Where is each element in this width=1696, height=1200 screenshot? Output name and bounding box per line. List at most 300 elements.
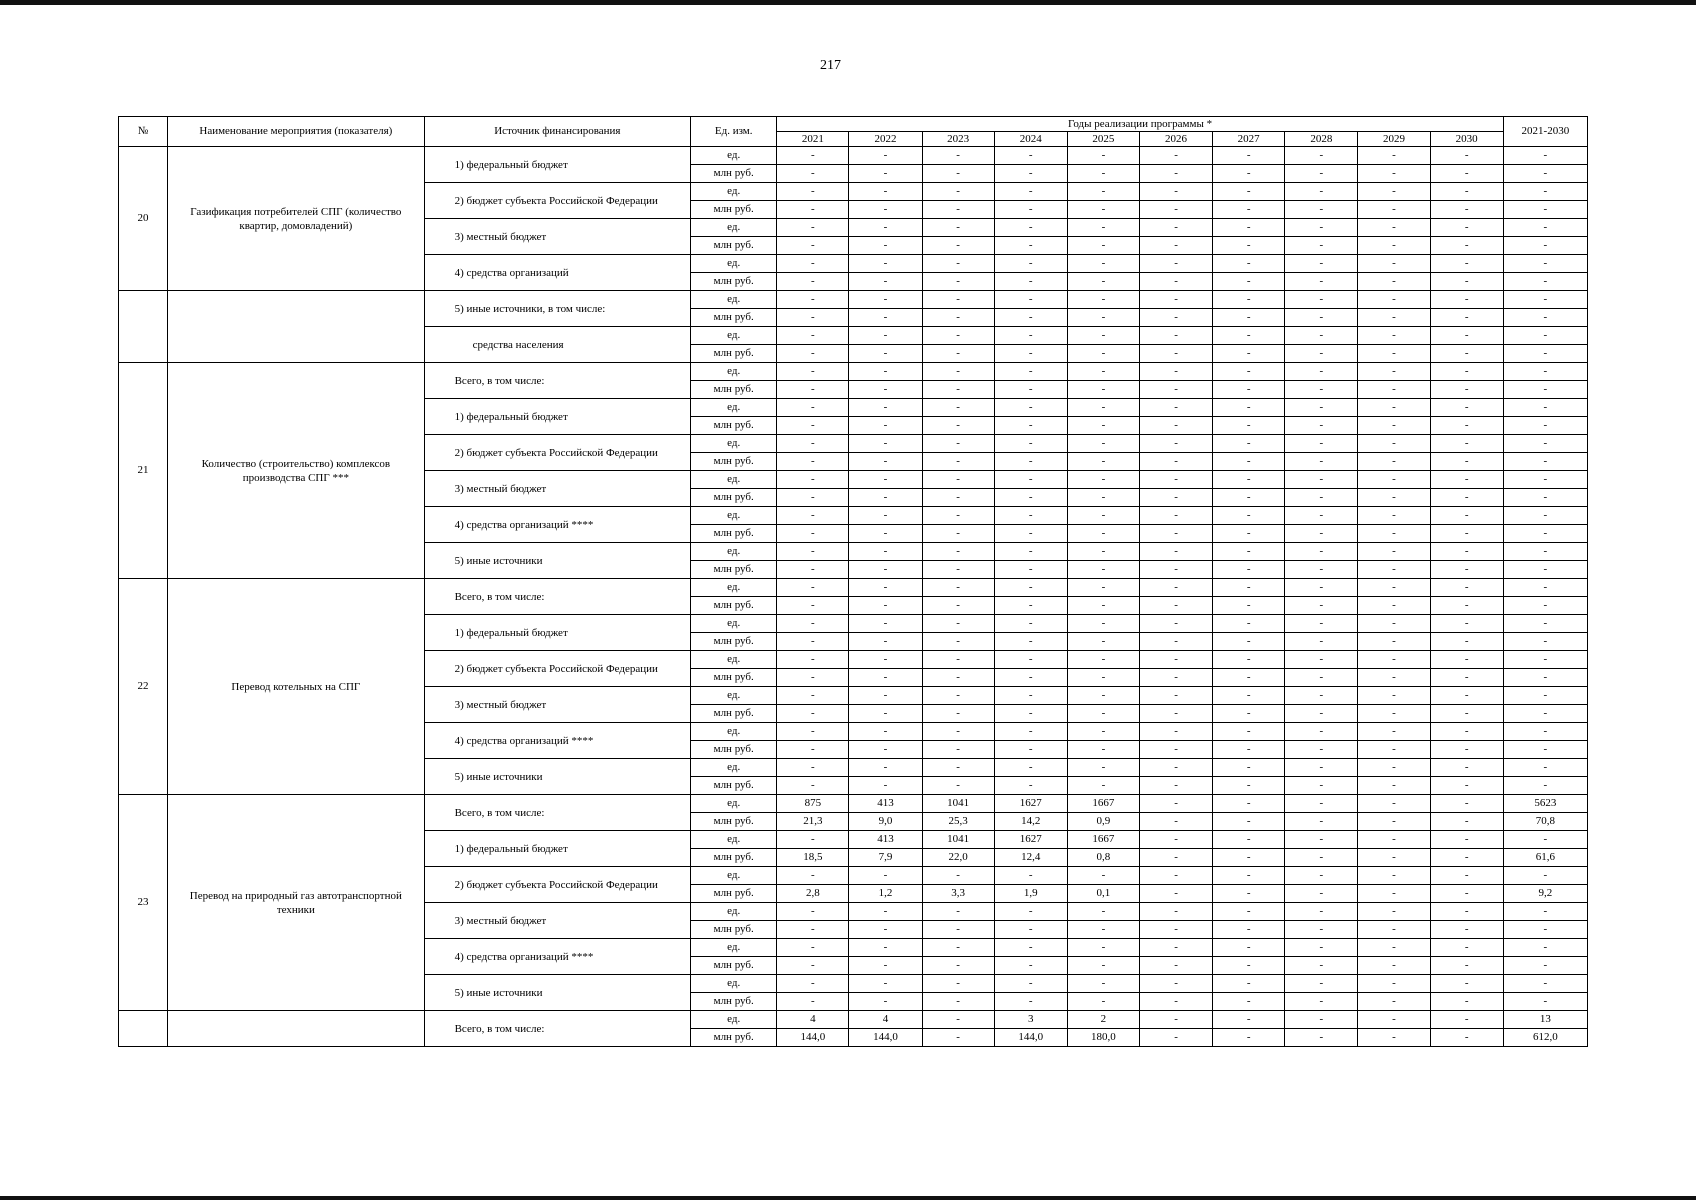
- value-cell: 1041: [922, 831, 994, 849]
- value-cell: -: [1213, 867, 1285, 885]
- value-cell: -: [994, 993, 1067, 1011]
- unit-cell: ед.: [691, 651, 777, 669]
- value-cell: -: [1430, 561, 1503, 579]
- value-cell: -: [777, 435, 849, 453]
- funding-source: Всего, в том числе:: [424, 1011, 691, 1047]
- value-cell: -: [1358, 795, 1430, 813]
- table-row: [119, 291, 1588, 309]
- funding-source: 5) иные источники: [424, 759, 691, 795]
- value-cell: -: [849, 687, 922, 705]
- unit-cell: ед.: [691, 867, 777, 885]
- value-cell: -: [1285, 165, 1358, 183]
- value-cell: -: [1285, 561, 1358, 579]
- value-cell: -: [994, 309, 1067, 327]
- value-cell: -: [922, 291, 994, 309]
- value-cell: 413: [849, 831, 922, 849]
- funding-source: 3) местный бюджет: [424, 687, 691, 723]
- value-cell: -: [1213, 345, 1285, 363]
- value-cell: -: [1285, 723, 1358, 741]
- total-cell: 13: [1503, 1011, 1587, 1029]
- value-cell: -: [777, 975, 849, 993]
- value-cell: -: [994, 777, 1067, 795]
- funding-source: Всего, в том числе:: [424, 795, 691, 831]
- funding-source: 1) федеральный бюджет: [424, 399, 691, 435]
- value-cell: -: [994, 651, 1067, 669]
- value-cell: -: [994, 147, 1067, 165]
- value-cell: -: [1067, 237, 1139, 255]
- total-cell: -: [1503, 705, 1587, 723]
- funding-source: 4) средства организаций ****: [424, 939, 691, 975]
- value-cell: -: [777, 993, 849, 1011]
- value-cell: -: [849, 363, 922, 381]
- item-number: 20: [119, 147, 168, 291]
- value-cell: -: [994, 435, 1067, 453]
- value-cell: -: [994, 453, 1067, 471]
- unit-cell: ед.: [691, 471, 777, 489]
- value-cell: -: [994, 345, 1067, 363]
- value-cell: -: [1430, 471, 1503, 489]
- value-cell: -: [1285, 201, 1358, 219]
- value-cell: -: [1139, 309, 1212, 327]
- unit-cell: ед.: [691, 435, 777, 453]
- value-cell: 12,4: [994, 849, 1067, 867]
- unit-cell: ед.: [691, 723, 777, 741]
- value-cell: 180,0: [1067, 1029, 1139, 1047]
- value-cell: -: [1213, 921, 1285, 939]
- header-year: 2030: [1430, 132, 1503, 147]
- value-cell: -: [1430, 615, 1503, 633]
- value-cell: -: [777, 489, 849, 507]
- value-cell: -: [922, 741, 994, 759]
- value-cell: 2: [1067, 1011, 1139, 1029]
- value-cell: -: [1430, 831, 1503, 849]
- value-cell: -: [994, 381, 1067, 399]
- value-cell: -: [1139, 615, 1212, 633]
- value-cell: -: [849, 273, 922, 291]
- value-cell: -: [777, 345, 849, 363]
- value-cell: -: [1067, 939, 1139, 957]
- value-cell: 1,2: [849, 885, 922, 903]
- value-cell: -: [1139, 381, 1212, 399]
- value-cell: -: [1139, 507, 1212, 525]
- total-cell: -: [1503, 309, 1587, 327]
- value-cell: -: [1430, 147, 1503, 165]
- value-cell: 7,9: [849, 849, 922, 867]
- header-total: 2021-2030: [1503, 117, 1587, 147]
- value-cell: -: [922, 453, 994, 471]
- value-cell: -: [922, 921, 994, 939]
- value-cell: -: [994, 399, 1067, 417]
- value-cell: -: [1358, 687, 1430, 705]
- unit-cell: ед.: [691, 1011, 777, 1029]
- value-cell: -: [777, 309, 849, 327]
- value-cell: -: [1358, 255, 1430, 273]
- value-cell: -: [1430, 669, 1503, 687]
- total-cell: -: [1503, 525, 1587, 543]
- value-cell: -: [1067, 597, 1139, 615]
- funding-source: средства населения: [424, 327, 691, 363]
- value-cell: -: [1358, 885, 1430, 903]
- value-cell: -: [1067, 723, 1139, 741]
- unit-cell: ед.: [691, 687, 777, 705]
- unit-cell: ед.: [691, 543, 777, 561]
- value-cell: -: [1430, 435, 1503, 453]
- total-cell: -: [1503, 831, 1587, 849]
- value-cell: -: [922, 399, 994, 417]
- value-cell: -: [1285, 597, 1358, 615]
- value-cell: -: [1067, 921, 1139, 939]
- value-cell: -: [1430, 525, 1503, 543]
- unit-cell: млн руб.: [691, 489, 777, 507]
- value-cell: -: [922, 1011, 994, 1029]
- value-cell: -: [1430, 237, 1503, 255]
- unit-cell: млн руб.: [691, 957, 777, 975]
- value-cell: -: [922, 867, 994, 885]
- value-cell: -: [994, 975, 1067, 993]
- value-cell: -: [1358, 399, 1430, 417]
- value-cell: -: [777, 759, 849, 777]
- unit-cell: млн руб.: [691, 1029, 777, 1047]
- value-cell: -: [849, 147, 922, 165]
- unit-cell: млн руб.: [691, 813, 777, 831]
- value-cell: 22,0: [922, 849, 994, 867]
- value-cell: -: [1358, 309, 1430, 327]
- value-cell: -: [849, 219, 922, 237]
- value-cell: -: [849, 489, 922, 507]
- total-cell: -: [1503, 759, 1587, 777]
- unit-cell: ед.: [691, 147, 777, 165]
- value-cell: -: [1067, 507, 1139, 525]
- value-cell: -: [1430, 489, 1503, 507]
- value-cell: -: [777, 237, 849, 255]
- value-cell: -: [1358, 705, 1430, 723]
- value-cell: -: [1358, 435, 1430, 453]
- value-cell: -: [1285, 939, 1358, 957]
- value-cell: -: [1213, 201, 1285, 219]
- value-cell: -: [1139, 219, 1212, 237]
- value-cell: -: [849, 993, 922, 1011]
- value-cell: -: [1213, 453, 1285, 471]
- value-cell: -: [1213, 255, 1285, 273]
- value-cell: -: [1139, 777, 1212, 795]
- unit-cell: млн руб.: [691, 633, 777, 651]
- item-name: Газификация потребителей СПГ (количество квартир, домовладений): [168, 147, 425, 291]
- header-year: 2028: [1285, 132, 1358, 147]
- unit-cell: млн руб.: [691, 993, 777, 1011]
- value-cell: -: [777, 471, 849, 489]
- item-number: 22: [119, 579, 168, 795]
- value-cell: -: [1139, 867, 1212, 885]
- unit-cell: млн руб.: [691, 165, 777, 183]
- value-cell: -: [777, 777, 849, 795]
- value-cell: -: [994, 237, 1067, 255]
- total-cell: -: [1503, 399, 1587, 417]
- value-cell: -: [922, 615, 994, 633]
- value-cell: -: [1213, 1029, 1285, 1047]
- value-cell: -: [1358, 219, 1430, 237]
- value-cell: 144,0: [777, 1029, 849, 1047]
- total-cell: -: [1503, 579, 1587, 597]
- value-cell: -: [1139, 255, 1212, 273]
- value-cell: -: [1139, 687, 1212, 705]
- total-cell: -: [1503, 291, 1587, 309]
- scan-bottom-border: [0, 1196, 1696, 1200]
- total-cell: -: [1503, 237, 1587, 255]
- total-cell: -: [1503, 255, 1587, 273]
- value-cell: -: [922, 633, 994, 651]
- value-cell: -: [1430, 975, 1503, 993]
- total-cell: -: [1503, 507, 1587, 525]
- value-cell: -: [1213, 687, 1285, 705]
- value-cell: -: [1067, 903, 1139, 921]
- value-cell: -: [1067, 867, 1139, 885]
- value-cell: -: [1358, 561, 1430, 579]
- total-cell: -: [1503, 417, 1587, 435]
- unit-cell: млн руб.: [691, 417, 777, 435]
- value-cell: 144,0: [849, 1029, 922, 1047]
- value-cell: -: [1067, 201, 1139, 219]
- value-cell: -: [1139, 237, 1212, 255]
- value-cell: -: [1067, 453, 1139, 471]
- value-cell: -: [994, 561, 1067, 579]
- value-cell: -: [922, 273, 994, 291]
- unit-cell: млн руб.: [691, 777, 777, 795]
- value-cell: -: [1139, 651, 1212, 669]
- item-number: 21: [119, 363, 168, 579]
- value-cell: -: [1430, 309, 1503, 327]
- value-cell: -: [1285, 615, 1358, 633]
- value-cell: -: [1139, 705, 1212, 723]
- value-cell: -: [1358, 489, 1430, 507]
- funding-source: 4) средства организаций ****: [424, 507, 691, 543]
- value-cell: -: [1358, 615, 1430, 633]
- total-cell: -: [1503, 273, 1587, 291]
- value-cell: -: [1430, 327, 1503, 345]
- value-cell: -: [777, 921, 849, 939]
- value-cell: -: [777, 327, 849, 345]
- item-name: [168, 291, 425, 363]
- value-cell: -: [1285, 381, 1358, 399]
- header-year: 2026: [1139, 132, 1212, 147]
- total-cell: -: [1503, 939, 1587, 957]
- unit-cell: млн руб.: [691, 381, 777, 399]
- value-cell: -: [1358, 327, 1430, 345]
- value-cell: -: [1430, 957, 1503, 975]
- value-cell: -: [849, 255, 922, 273]
- value-cell: -: [1430, 255, 1503, 273]
- total-cell: -: [1503, 921, 1587, 939]
- value-cell: -: [1139, 453, 1212, 471]
- value-cell: -: [1139, 759, 1212, 777]
- value-cell: -: [1139, 147, 1212, 165]
- value-cell: -: [1430, 399, 1503, 417]
- value-cell: -: [849, 381, 922, 399]
- value-cell: -: [1285, 957, 1358, 975]
- value-cell: -: [1285, 867, 1358, 885]
- value-cell: -: [1213, 525, 1285, 543]
- value-cell: -: [994, 417, 1067, 435]
- unit-cell: ед.: [691, 219, 777, 237]
- value-cell: -: [1358, 633, 1430, 651]
- value-cell: 875: [777, 795, 849, 813]
- value-cell: -: [922, 939, 994, 957]
- value-cell: -: [1139, 345, 1212, 363]
- total-cell: -: [1503, 867, 1587, 885]
- funding-source: Всего, в том числе:: [424, 579, 691, 615]
- value-cell: -: [1430, 651, 1503, 669]
- value-cell: -: [1285, 975, 1358, 993]
- value-cell: -: [1430, 1011, 1503, 1029]
- value-cell: -: [1067, 291, 1139, 309]
- value-cell: -: [1285, 147, 1358, 165]
- value-cell: -: [1358, 201, 1430, 219]
- value-cell: -: [1430, 165, 1503, 183]
- value-cell: -: [994, 867, 1067, 885]
- value-cell: -: [1139, 597, 1212, 615]
- unit-cell: млн руб.: [691, 705, 777, 723]
- value-cell: -: [849, 723, 922, 741]
- value-cell: -: [1430, 885, 1503, 903]
- value-cell: -: [849, 867, 922, 885]
- total-cell: -: [1503, 561, 1587, 579]
- unit-cell: млн руб.: [691, 453, 777, 471]
- value-cell: 2,8: [777, 885, 849, 903]
- value-cell: -: [1358, 993, 1430, 1011]
- value-cell: -: [1430, 921, 1503, 939]
- value-cell: -: [1358, 291, 1430, 309]
- item-number: [119, 291, 168, 363]
- value-cell: -: [1139, 543, 1212, 561]
- value-cell: -: [922, 489, 994, 507]
- total-cell: -: [1503, 201, 1587, 219]
- header-years-group: Годы реализации программы *: [777, 117, 1504, 132]
- value-cell: -: [1067, 759, 1139, 777]
- value-cell: -: [994, 471, 1067, 489]
- value-cell: -: [849, 561, 922, 579]
- value-cell: -: [994, 615, 1067, 633]
- value-cell: -: [1213, 147, 1285, 165]
- value-cell: -: [1213, 579, 1285, 597]
- unit-cell: млн руб.: [691, 345, 777, 363]
- value-cell: -: [1285, 417, 1358, 435]
- value-cell: 1627: [994, 831, 1067, 849]
- value-cell: -: [777, 219, 849, 237]
- value-cell: -: [1067, 993, 1139, 1011]
- value-cell: -: [849, 777, 922, 795]
- value-cell: -: [1139, 291, 1212, 309]
- value-cell: -: [1430, 723, 1503, 741]
- value-cell: -: [1285, 903, 1358, 921]
- value-cell: -: [777, 399, 849, 417]
- value-cell: -: [922, 993, 994, 1011]
- value-cell: -: [1430, 687, 1503, 705]
- value-cell: -: [1358, 831, 1430, 849]
- value-cell: 1627: [994, 795, 1067, 813]
- value-cell: -: [849, 399, 922, 417]
- value-cell: -: [1430, 417, 1503, 435]
- total-cell: -: [1503, 669, 1587, 687]
- funding-source: 1) федеральный бюджет: [424, 147, 691, 183]
- value-cell: -: [994, 525, 1067, 543]
- value-cell: -: [1213, 363, 1285, 381]
- value-cell: -: [1430, 705, 1503, 723]
- value-cell: -: [777, 543, 849, 561]
- value-cell: -: [994, 669, 1067, 687]
- total-cell: 61,6: [1503, 849, 1587, 867]
- value-cell: -: [994, 219, 1067, 237]
- value-cell: -: [1213, 183, 1285, 201]
- value-cell: -: [1213, 741, 1285, 759]
- value-cell: 1667: [1067, 795, 1139, 813]
- value-cell: -: [1430, 903, 1503, 921]
- value-cell: -: [1285, 651, 1358, 669]
- value-cell: -: [1430, 633, 1503, 651]
- value-cell: -: [1139, 795, 1212, 813]
- value-cell: -: [777, 705, 849, 723]
- value-cell: 25,3: [922, 813, 994, 831]
- value-cell: -: [849, 921, 922, 939]
- value-cell: -: [849, 597, 922, 615]
- value-cell: -: [1358, 957, 1430, 975]
- total-cell: 612,0: [1503, 1029, 1587, 1047]
- value-cell: -: [1067, 975, 1139, 993]
- value-cell: -: [922, 201, 994, 219]
- value-cell: -: [1139, 939, 1212, 957]
- value-cell: -: [922, 543, 994, 561]
- value-cell: -: [1430, 183, 1503, 201]
- value-cell: -: [777, 417, 849, 435]
- value-cell: -: [1139, 363, 1212, 381]
- value-cell: -: [849, 417, 922, 435]
- value-cell: -: [1067, 543, 1139, 561]
- value-cell: -: [1067, 687, 1139, 705]
- unit-cell: ед.: [691, 363, 777, 381]
- value-cell: -: [994, 183, 1067, 201]
- value-cell: -: [1430, 1029, 1503, 1047]
- value-cell: -: [994, 741, 1067, 759]
- unit-cell: млн руб.: [691, 741, 777, 759]
- value-cell: -: [1285, 687, 1358, 705]
- value-cell: -: [849, 525, 922, 543]
- funding-source: 2) бюджет субъекта Российской Федерации: [424, 183, 691, 219]
- value-cell: -: [1213, 327, 1285, 345]
- value-cell: -: [1213, 399, 1285, 417]
- value-cell: -: [777, 597, 849, 615]
- value-cell: -: [777, 831, 849, 849]
- total-cell: -: [1503, 651, 1587, 669]
- value-cell: -: [1067, 741, 1139, 759]
- value-cell: -: [1139, 1011, 1212, 1029]
- value-cell: -: [849, 579, 922, 597]
- unit-cell: млн руб.: [691, 561, 777, 579]
- value-cell: -: [1285, 327, 1358, 345]
- value-cell: -: [1213, 975, 1285, 993]
- value-cell: 4: [849, 1011, 922, 1029]
- unit-cell: ед.: [691, 795, 777, 813]
- value-cell: -: [1213, 651, 1285, 669]
- value-cell: 0,8: [1067, 849, 1139, 867]
- value-cell: -: [922, 723, 994, 741]
- value-cell: -: [1358, 543, 1430, 561]
- value-cell: -: [849, 291, 922, 309]
- unit-cell: ед.: [691, 399, 777, 417]
- unit-cell: ед.: [691, 975, 777, 993]
- value-cell: -: [1285, 633, 1358, 651]
- value-cell: -: [1067, 579, 1139, 597]
- total-cell: 9,2: [1503, 885, 1587, 903]
- value-cell: -: [849, 183, 922, 201]
- value-cell: -: [1067, 273, 1139, 291]
